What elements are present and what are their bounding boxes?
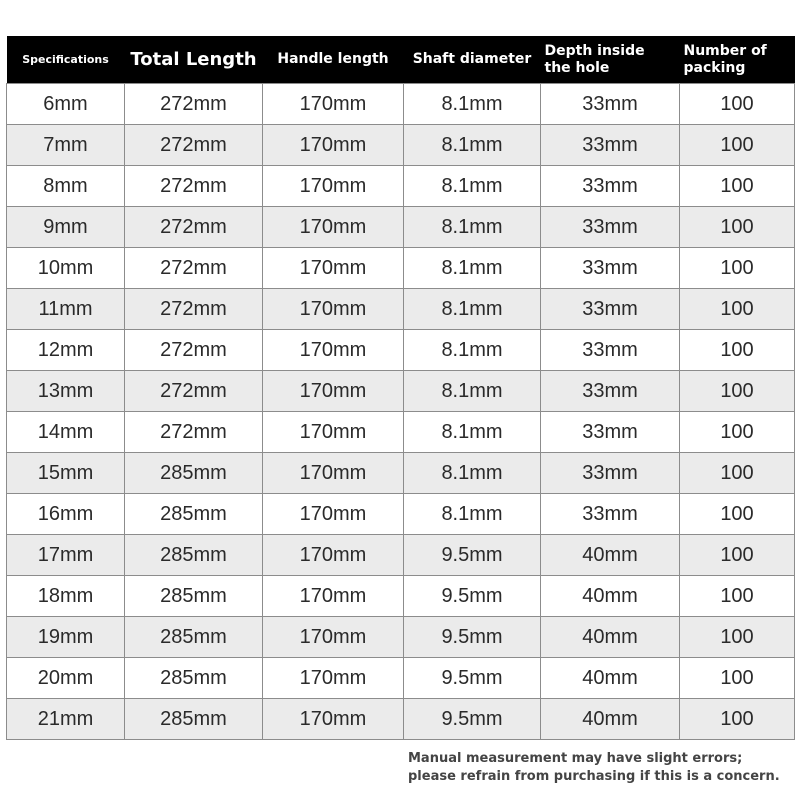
cell-total-length: 285mm bbox=[125, 658, 263, 699]
cell-shaft-diameter: 8.1mm bbox=[404, 494, 541, 535]
cell-shaft-diameter: 8.1mm bbox=[404, 371, 541, 412]
cell-handle-length: 170mm bbox=[263, 166, 404, 207]
cell-shaft-diameter: 8.1mm bbox=[404, 412, 541, 453]
cell-handle-length: 170mm bbox=[263, 576, 404, 617]
cell-total-length: 272mm bbox=[125, 125, 263, 166]
table-row bbox=[7, 84, 795, 125]
header-depth-inside-hole: Depth inside the hole bbox=[541, 36, 680, 84]
table-row bbox=[7, 125, 795, 166]
cell-shaft-diameter: 9.5mm bbox=[404, 576, 541, 617]
cell-packing: 100 bbox=[680, 330, 795, 371]
cell-handle-length: 170mm bbox=[263, 371, 404, 412]
table-row bbox=[7, 617, 795, 658]
cell-total-length: 272mm bbox=[125, 330, 263, 371]
cell-depth: 40mm bbox=[541, 535, 680, 576]
table-row bbox=[7, 412, 795, 453]
cell-packing: 100 bbox=[680, 371, 795, 412]
cell-total-length: 285mm bbox=[125, 617, 263, 658]
table-row bbox=[7, 699, 795, 740]
cell-total-length: 285mm bbox=[125, 699, 263, 740]
cell-shaft-diameter: 8.1mm bbox=[404, 207, 541, 248]
cell-shaft-diameter: 8.1mm bbox=[404, 125, 541, 166]
cell-shaft-diameter: 8.1mm bbox=[404, 248, 541, 289]
cell-specification: 20mm bbox=[7, 658, 125, 699]
cell-packing: 100 bbox=[680, 453, 795, 494]
table-row bbox=[7, 248, 795, 289]
cell-total-length: 285mm bbox=[125, 453, 263, 494]
spec-table bbox=[6, 36, 795, 740]
cell-packing: 100 bbox=[680, 576, 795, 617]
cell-specification: 19mm bbox=[7, 617, 125, 658]
cell-packing: 100 bbox=[680, 535, 795, 576]
table-row bbox=[7, 576, 795, 617]
cell-specification: 14mm bbox=[7, 412, 125, 453]
cell-total-length: 272mm bbox=[125, 289, 263, 330]
cell-packing: 100 bbox=[680, 207, 795, 248]
cell-depth: 40mm bbox=[541, 658, 680, 699]
table-row bbox=[7, 535, 795, 576]
cell-handle-length: 170mm bbox=[263, 289, 404, 330]
table-row bbox=[7, 207, 795, 248]
header-packing: Number of packing bbox=[680, 36, 795, 84]
cell-handle-length: 170mm bbox=[263, 207, 404, 248]
cell-handle-length: 170mm bbox=[263, 125, 404, 166]
cell-depth: 40mm bbox=[541, 576, 680, 617]
cell-shaft-diameter: 8.1mm bbox=[404, 453, 541, 494]
cell-depth: 33mm bbox=[541, 330, 680, 371]
cell-specification: 7mm bbox=[7, 125, 125, 166]
cell-total-length: 285mm bbox=[125, 494, 263, 535]
cell-specification: 6mm bbox=[7, 84, 125, 125]
cell-total-length: 285mm bbox=[125, 535, 263, 576]
cell-handle-length: 170mm bbox=[263, 330, 404, 371]
cell-packing: 100 bbox=[680, 289, 795, 330]
cell-depth: 40mm bbox=[541, 699, 680, 740]
cell-total-length: 272mm bbox=[125, 84, 263, 125]
header-specifications: Specifications bbox=[7, 36, 125, 84]
cell-depth: 40mm bbox=[541, 617, 680, 658]
cell-packing: 100 bbox=[680, 494, 795, 535]
cell-shaft-diameter: 9.5mm bbox=[404, 535, 541, 576]
footnote: Manual measurement may have slight errors; please refrain from purchasing if this is a concern. bbox=[408, 751, 780, 784]
cell-handle-length: 170mm bbox=[263, 535, 404, 576]
cell-shaft-diameter: 8.1mm bbox=[404, 84, 541, 125]
cell-shaft-diameter: 9.5mm bbox=[404, 617, 541, 658]
table-row bbox=[7, 494, 795, 535]
cell-depth: 33mm bbox=[541, 371, 680, 412]
cell-handle-length: 170mm bbox=[263, 617, 404, 658]
cell-packing: 100 bbox=[680, 412, 795, 453]
cell-specification: 8mm bbox=[7, 166, 125, 207]
cell-shaft-diameter: 8.1mm bbox=[404, 289, 541, 330]
cell-shaft-diameter: 8.1mm bbox=[404, 330, 541, 371]
header-total-length: Total Length bbox=[125, 36, 263, 84]
cell-total-length: 272mm bbox=[125, 166, 263, 207]
table-row bbox=[7, 371, 795, 412]
cell-packing: 100 bbox=[680, 166, 795, 207]
cell-packing: 100 bbox=[680, 248, 795, 289]
table-body bbox=[7, 84, 795, 740]
cell-total-length: 272mm bbox=[125, 248, 263, 289]
cell-packing: 100 bbox=[680, 125, 795, 166]
cell-specification: 11mm bbox=[7, 289, 125, 330]
cell-shaft-diameter: 9.5mm bbox=[404, 699, 541, 740]
table-row bbox=[7, 330, 795, 371]
cell-shaft-diameter: 9.5mm bbox=[404, 658, 541, 699]
cell-packing: 100 bbox=[680, 617, 795, 658]
cell-total-length: 285mm bbox=[125, 576, 263, 617]
cell-depth: 33mm bbox=[541, 494, 680, 535]
cell-specification: 10mm bbox=[7, 248, 125, 289]
table-row bbox=[7, 658, 795, 699]
cell-handle-length: 170mm bbox=[263, 658, 404, 699]
cell-specification: 9mm bbox=[7, 207, 125, 248]
cell-depth: 33mm bbox=[541, 207, 680, 248]
header-row bbox=[7, 36, 795, 84]
cell-specification: 15mm bbox=[7, 453, 125, 494]
table-header bbox=[7, 36, 795, 84]
cell-specification: 18mm bbox=[7, 576, 125, 617]
cell-handle-length: 170mm bbox=[263, 412, 404, 453]
cell-packing: 100 bbox=[680, 699, 795, 740]
cell-packing: 100 bbox=[680, 84, 795, 125]
cell-depth: 33mm bbox=[541, 412, 680, 453]
cell-total-length: 272mm bbox=[125, 207, 263, 248]
table-row bbox=[7, 289, 795, 330]
cell-depth: 33mm bbox=[541, 248, 680, 289]
cell-specification: 13mm bbox=[7, 371, 125, 412]
cell-specification: 17mm bbox=[7, 535, 125, 576]
table-row bbox=[7, 166, 795, 207]
cell-shaft-diameter: 8.1mm bbox=[404, 166, 541, 207]
cell-depth: 33mm bbox=[541, 166, 680, 207]
cell-total-length: 272mm bbox=[125, 412, 263, 453]
cell-specification: 12mm bbox=[7, 330, 125, 371]
cell-depth: 33mm bbox=[541, 289, 680, 330]
cell-handle-length: 170mm bbox=[263, 84, 404, 125]
cell-handle-length: 170mm bbox=[263, 494, 404, 535]
table-row bbox=[7, 453, 795, 494]
cell-handle-length: 170mm bbox=[263, 699, 404, 740]
header-shaft-diameter: Shaft diameter bbox=[404, 36, 541, 84]
cell-depth: 33mm bbox=[541, 125, 680, 166]
cell-depth: 33mm bbox=[541, 453, 680, 494]
cell-specification: 16mm bbox=[7, 494, 125, 535]
header-handle-length: Handle length bbox=[263, 36, 404, 84]
cell-handle-length: 170mm bbox=[263, 248, 404, 289]
cell-depth: 33mm bbox=[541, 84, 680, 125]
cell-specification: 21mm bbox=[7, 699, 125, 740]
cell-handle-length: 170mm bbox=[263, 453, 404, 494]
cell-packing: 100 bbox=[680, 658, 795, 699]
cell-total-length: 272mm bbox=[125, 371, 263, 412]
